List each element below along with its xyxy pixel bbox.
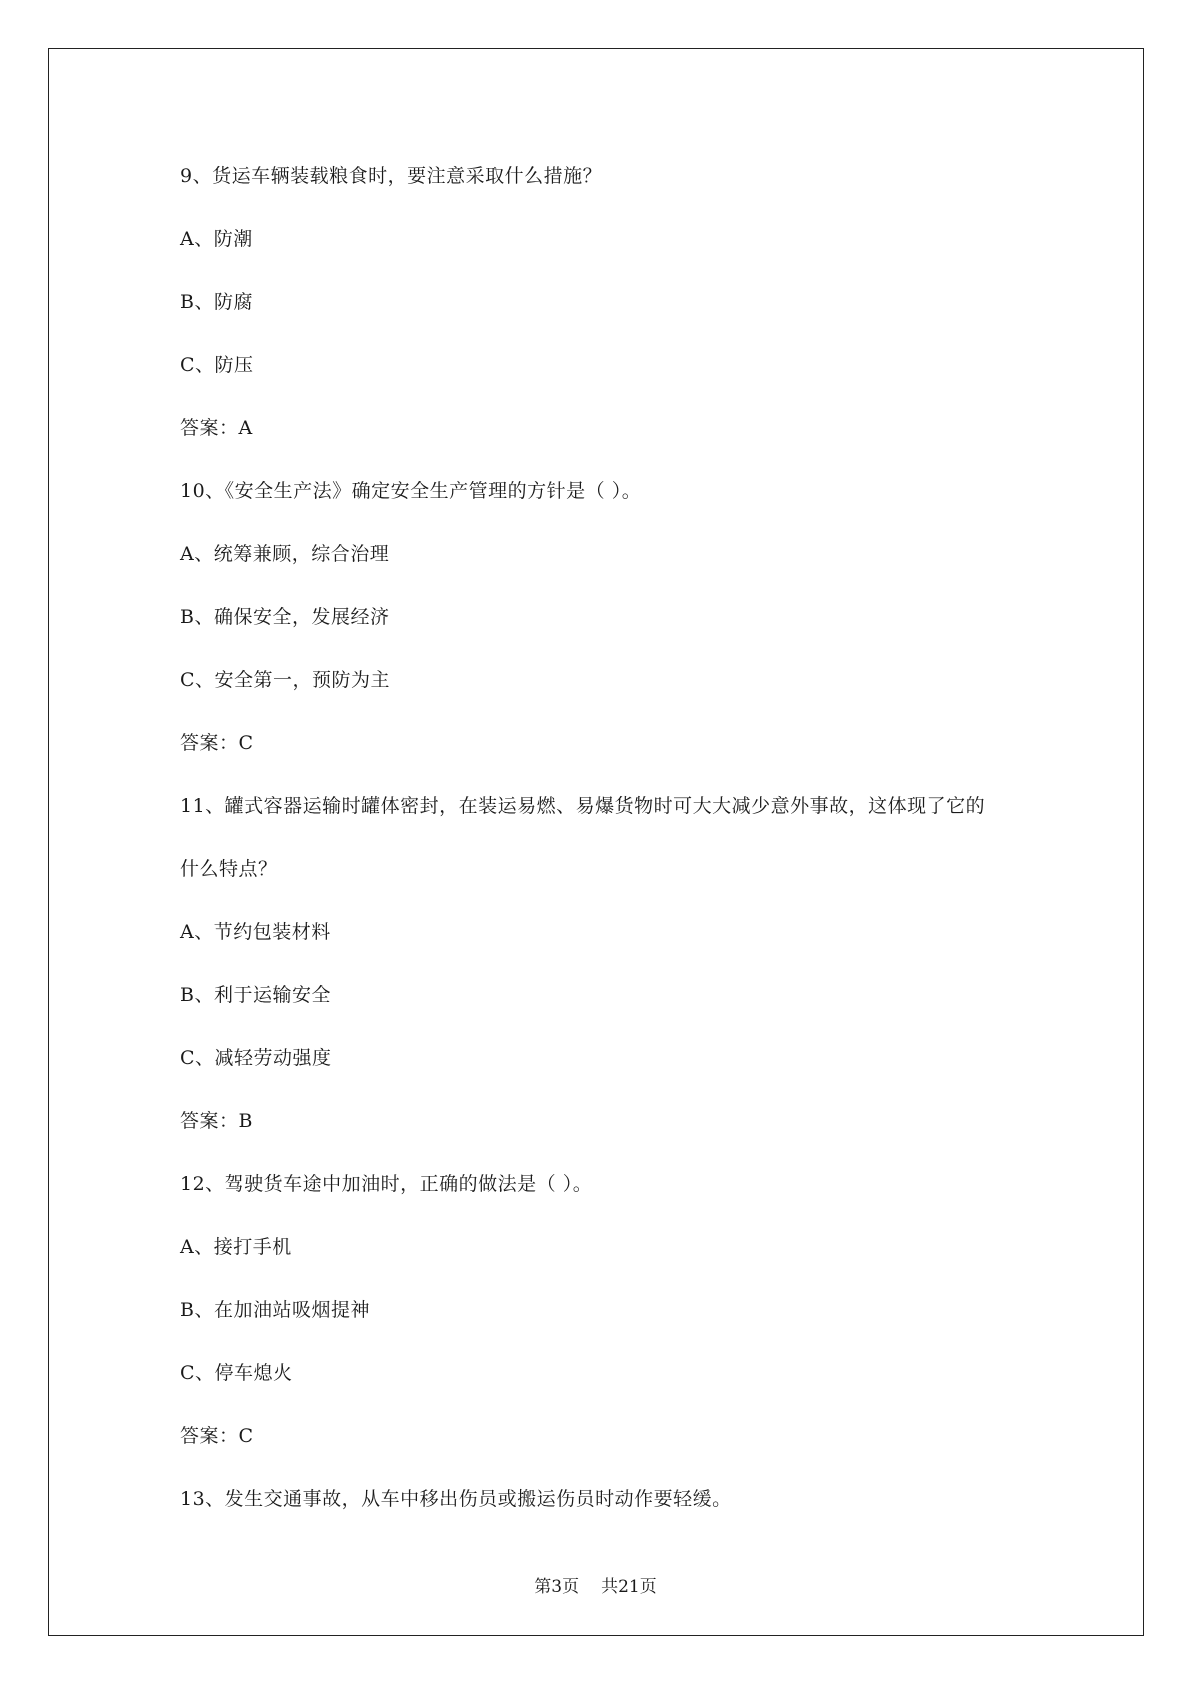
answer: 答案：B <box>180 1110 253 1132</box>
option-b: B、在加油站吸烟提神 <box>180 1299 370 1321</box>
question-stem: 10、《安全生产法》确定安全生产管理的方针是（ ）。 <box>180 480 642 502</box>
option-c: C、停车熄火 <box>180 1362 293 1384</box>
page-total: 共21页 <box>601 1577 657 1597</box>
option-a: A、防潮 <box>180 228 253 250</box>
option-a: A、统筹兼顾，综合治理 <box>180 543 390 565</box>
option-a: A、接打手机 <box>180 1236 292 1258</box>
page-number: 第3页 <box>534 1577 580 1597</box>
page-footer <box>0 1572 1191 1597</box>
document-body <box>180 148 1080 1534</box>
question-stem: 9、货运车辆装载粮食时，要注意采取什么措施？ <box>180 165 603 187</box>
answer: 答案：A <box>180 417 253 439</box>
question-stem: 11、罐式容器运输时罐体密封，在装运易燃、易爆货物时可大大减少意外事故，这体现了它的 <box>180 795 986 817</box>
question-stem: 13、发生交通事故，从车中移出伤员或搬运伤员时动作要轻缓。 <box>180 1488 732 1510</box>
question-stem: 12、驾驶货车途中加油时，正确的做法是（ ）。 <box>180 1173 593 1195</box>
option-b: B、防腐 <box>180 291 253 313</box>
option-a: A、节约包装材料 <box>180 921 331 943</box>
option-c: C、安全第一，预防为主 <box>180 669 391 691</box>
option-c: C、减轻劳动强度 <box>180 1047 332 1069</box>
option-c: C、防压 <box>180 354 254 376</box>
option-b: B、利于运输安全 <box>180 984 331 1006</box>
question-stem-continued: 什么特点？ <box>180 858 278 880</box>
answer: 答案：C <box>180 1425 254 1447</box>
option-b: B、确保安全，发展经济 <box>180 606 390 628</box>
answer: 答案：C <box>180 732 254 754</box>
